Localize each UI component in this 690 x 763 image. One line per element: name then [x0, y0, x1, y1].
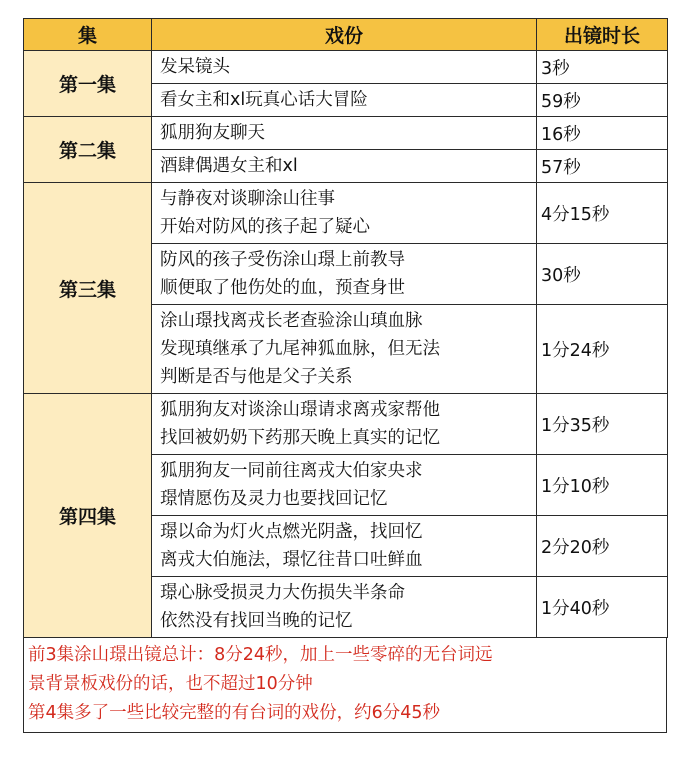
scene-cell — [152, 84, 537, 117]
scene-cell — [152, 394, 537, 455]
scene-line: 璟情愿伤及灵力也要找回记忆 — [160, 489, 388, 509]
header-episode: 集 — [24, 19, 152, 51]
scene-line: 找回被奶奶下药那天晚上真实的记忆 — [160, 428, 440, 448]
scene-line: 狐朋狗友对谈涂山璟请求离戎家帮他 — [160, 400, 440, 420]
table-row — [24, 117, 668, 150]
scene-line: 涂山璟找离戎长老查验涂山瑱血脉 — [160, 311, 423, 331]
table-row — [24, 394, 668, 455]
duration-cell: 3秒 — [537, 51, 668, 84]
scene-line: 发呆镜头 — [160, 57, 230, 77]
episode-screen-time-sheet — [23, 18, 667, 733]
scene-cell — [152, 577, 537, 638]
duration-cell: 30秒 — [537, 244, 668, 305]
scene-line: 依然没有找回当晚的记忆 — [160, 611, 353, 631]
duration-cell: 57秒 — [537, 150, 668, 183]
scene-line: 发现瑱继承了九尾神狐血脉，但无法 — [160, 339, 440, 359]
header-scene: 戏份 — [152, 19, 537, 51]
scene-line: 狐朋狗友一同前往离戎大伯家央求 — [160, 461, 423, 481]
scene-line: 与静夜对谈聊涂山往事 — [160, 189, 335, 209]
duration-cell: 16秒 — [537, 117, 668, 150]
scene-line: 璟以命为灯火点燃光阴盏，找回忆 — [160, 522, 423, 542]
duration-cell: 1分24秒 — [537, 305, 668, 394]
scene-cell — [152, 516, 537, 577]
episode-label: 第二集 — [24, 117, 152, 183]
table-row — [24, 51, 668, 84]
scene-line: 酒肆偶遇女主和xl — [160, 156, 298, 176]
scene-line: 离戎大伯施法，璟忆往昔口吐鲜血 — [160, 550, 423, 570]
scene-cell — [152, 150, 537, 183]
scene-cell — [152, 51, 537, 84]
duration-cell: 1分10秒 — [537, 455, 668, 516]
scene-line: 顺便取了他伤处的血，预查身世 — [160, 278, 405, 298]
summary-note-line: 景背景板戏份的话，也不超过10分钟 — [28, 674, 313, 694]
duration-cell: 2分20秒 — [537, 516, 668, 577]
table-row — [24, 183, 668, 244]
episode-label: 第四集 — [24, 394, 152, 638]
scene-cell — [152, 305, 537, 394]
table-body — [24, 51, 668, 638]
summary-note-line: 第4集多了一些比较完整的有台词的戏份，约6分45秒 — [28, 703, 441, 723]
duration-cell: 1分40秒 — [537, 577, 668, 638]
scene-line: 开始对防风的孩子起了疑心 — [160, 217, 370, 237]
summary-note-line: 前3集涂山璟出镜总计：8分24秒，加上一些零碎的无台词远 — [28, 645, 493, 665]
scene-cell — [152, 455, 537, 516]
screen-time-table — [23, 18, 668, 638]
duration-cell: 1分35秒 — [537, 394, 668, 455]
scene-line: 狐朋狗友聊天 — [160, 123, 265, 143]
scene-line: 判断是否与他是父子关系 — [160, 367, 353, 387]
table-header-row — [24, 19, 668, 51]
episode-label: 第一集 — [24, 51, 152, 117]
header-duration: 出镜时长 — [537, 19, 668, 51]
duration-cell: 59秒 — [537, 84, 668, 117]
scene-line: 防风的孩子受伤涂山璟上前教导 — [160, 250, 405, 270]
scene-line: 看女主和xl玩真心话大冒险 — [160, 90, 368, 110]
scene-cell — [152, 183, 537, 244]
duration-cell: 4分15秒 — [537, 183, 668, 244]
scene-line: 璟心脉受损灵力大伤损失半条命 — [160, 583, 405, 603]
summary-notes — [23, 638, 667, 733]
episode-label: 第三集 — [24, 183, 152, 394]
scene-cell — [152, 244, 537, 305]
scene-cell — [152, 117, 537, 150]
